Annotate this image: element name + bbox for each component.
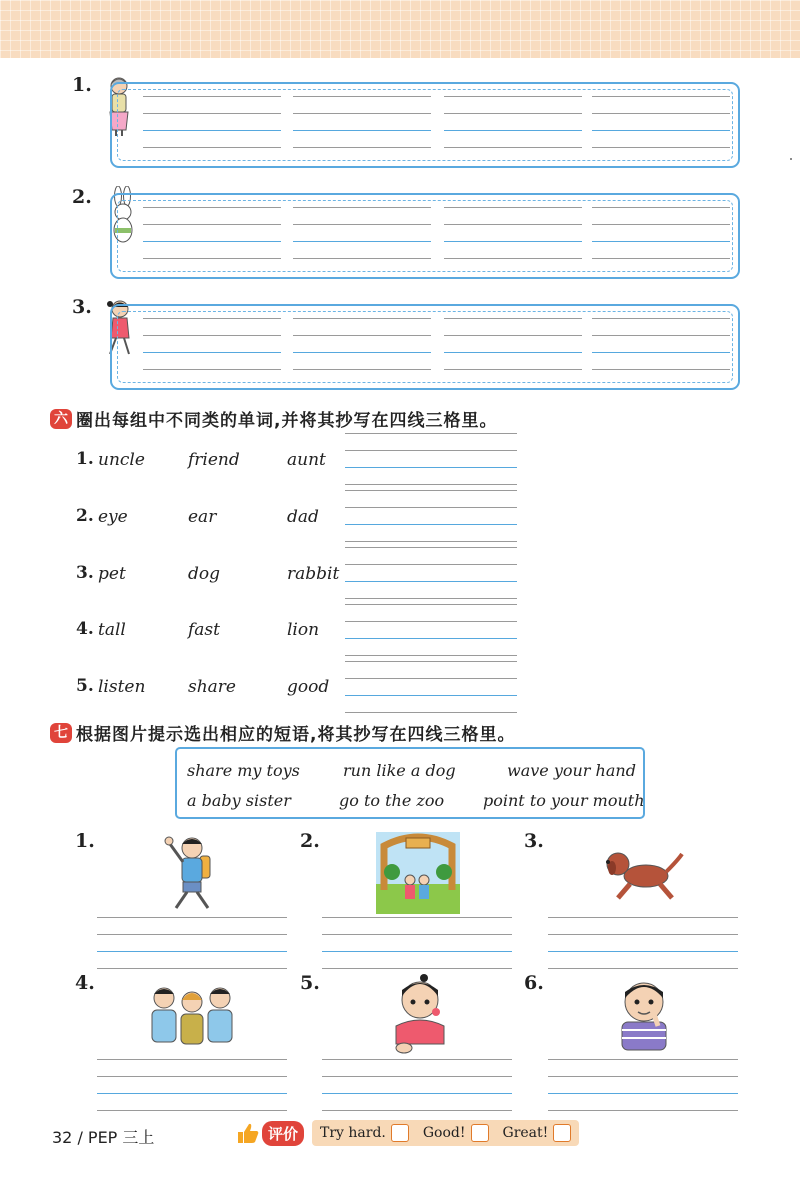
word[interactable]: rabbit (287, 564, 340, 584)
picture-number: 1. (75, 830, 95, 852)
word[interactable]: lion (287, 620, 320, 640)
word[interactable]: eye (98, 507, 128, 527)
evaluation-options (312, 1120, 579, 1146)
picture-number: 5. (300, 972, 320, 994)
thumbs-up-icon (234, 1121, 260, 1145)
answer-writing-lines[interactable] (345, 547, 517, 607)
picture-number: 6. (524, 972, 544, 994)
running-dog-icon (598, 846, 684, 904)
zoo-gate-icon (376, 832, 460, 914)
answer-writing-lines[interactable] (345, 490, 517, 550)
word[interactable]: share (188, 677, 236, 697)
word[interactable]: ear (188, 507, 217, 527)
answer-writing-lines[interactable] (345, 433, 517, 493)
section-6-instruction: 圈出每组中不同类的单词,并将其抄写在四线三格里。 (76, 411, 498, 431)
word[interactable]: dog (188, 564, 220, 584)
answer-writing-lines[interactable] (322, 917, 512, 977)
checkbox-try-hard[interactable] (391, 1124, 409, 1142)
option-good: Good! (422, 1125, 466, 1141)
phrase-option[interactable]: wave your hand (507, 761, 636, 780)
writing-lines[interactable] (444, 96, 582, 156)
item-number: 2. (72, 186, 92, 208)
boy-pointing-mouth-icon (614, 976, 674, 1052)
answer-writing-lines[interactable] (322, 1059, 512, 1119)
writing-lines[interactable] (293, 207, 431, 267)
section-7-badge: 七 (50, 723, 72, 743)
writing-lines[interactable] (592, 318, 730, 378)
section-6-title (50, 406, 497, 431)
page-number: 32 / PEP 三上 (52, 1128, 155, 1147)
picture-number: 4. (75, 972, 95, 994)
family-icon (148, 984, 238, 1048)
answer-writing-lines[interactable] (345, 661, 517, 721)
word[interactable]: fast (188, 620, 220, 640)
phrase-option[interactable]: point to your mouth (483, 791, 645, 810)
writing-lines[interactable] (293, 96, 431, 156)
word[interactable]: tall (98, 620, 126, 640)
section-7-instruction: 根据图片提示选出相应的短语,将其抄写在四线三格里。 (76, 725, 516, 745)
writing-lines[interactable] (143, 318, 281, 378)
phrase-bank (175, 747, 645, 819)
phrase-option[interactable]: run like a dog (343, 761, 456, 780)
option-try-hard: Try hard. (320, 1125, 386, 1141)
writing-lines[interactable] (444, 318, 582, 378)
item-number: 1. (72, 74, 92, 96)
answer-writing-lines[interactable] (345, 604, 517, 664)
option-great: Great! (502, 1125, 549, 1141)
writing-lines[interactable] (592, 96, 730, 156)
word[interactable]: pet (98, 564, 126, 584)
word[interactable]: uncle (98, 450, 145, 470)
margin-dot (790, 158, 792, 160)
word[interactable]: dad (287, 507, 319, 527)
evaluation-label: 评价 (262, 1121, 304, 1146)
boy-waving-icon (162, 830, 218, 912)
answer-writing-lines[interactable] (97, 917, 287, 977)
writing-lines[interactable] (293, 318, 431, 378)
row-number: 1. (76, 449, 94, 469)
picture-number: 3. (524, 830, 544, 852)
row-number: 4. (76, 619, 94, 639)
writing-lines[interactable] (592, 207, 730, 267)
picture-number: 2. (300, 830, 320, 852)
top-decorative-band (0, 0, 800, 58)
writing-lines[interactable] (143, 96, 281, 156)
phrase-option[interactable]: a baby sister (187, 791, 291, 810)
section-7-title (50, 720, 515, 745)
checkbox-good[interactable] (471, 1124, 489, 1142)
self-evaluation (234, 1120, 579, 1146)
word[interactable]: friend (188, 450, 240, 470)
word[interactable]: aunt (287, 450, 326, 470)
checkbox-great[interactable] (553, 1124, 571, 1142)
answer-writing-lines[interactable] (97, 1059, 287, 1119)
answer-writing-lines[interactable] (548, 1059, 738, 1119)
phrase-option[interactable]: go to the zoo (339, 791, 445, 810)
crawling-baby-icon (388, 970, 452, 1054)
word[interactable]: good (287, 677, 330, 697)
row-number: 3. (76, 563, 94, 583)
word[interactable]: listen (98, 677, 146, 697)
writing-lines[interactable] (143, 207, 281, 267)
phrase-option[interactable]: share my toys (187, 761, 300, 780)
row-number: 2. (76, 506, 94, 526)
writing-lines[interactable] (444, 207, 582, 267)
row-number: 5. (76, 676, 94, 696)
section-6-badge: 六 (50, 409, 72, 429)
answer-writing-lines[interactable] (548, 917, 738, 977)
item-number: 3. (72, 296, 92, 318)
